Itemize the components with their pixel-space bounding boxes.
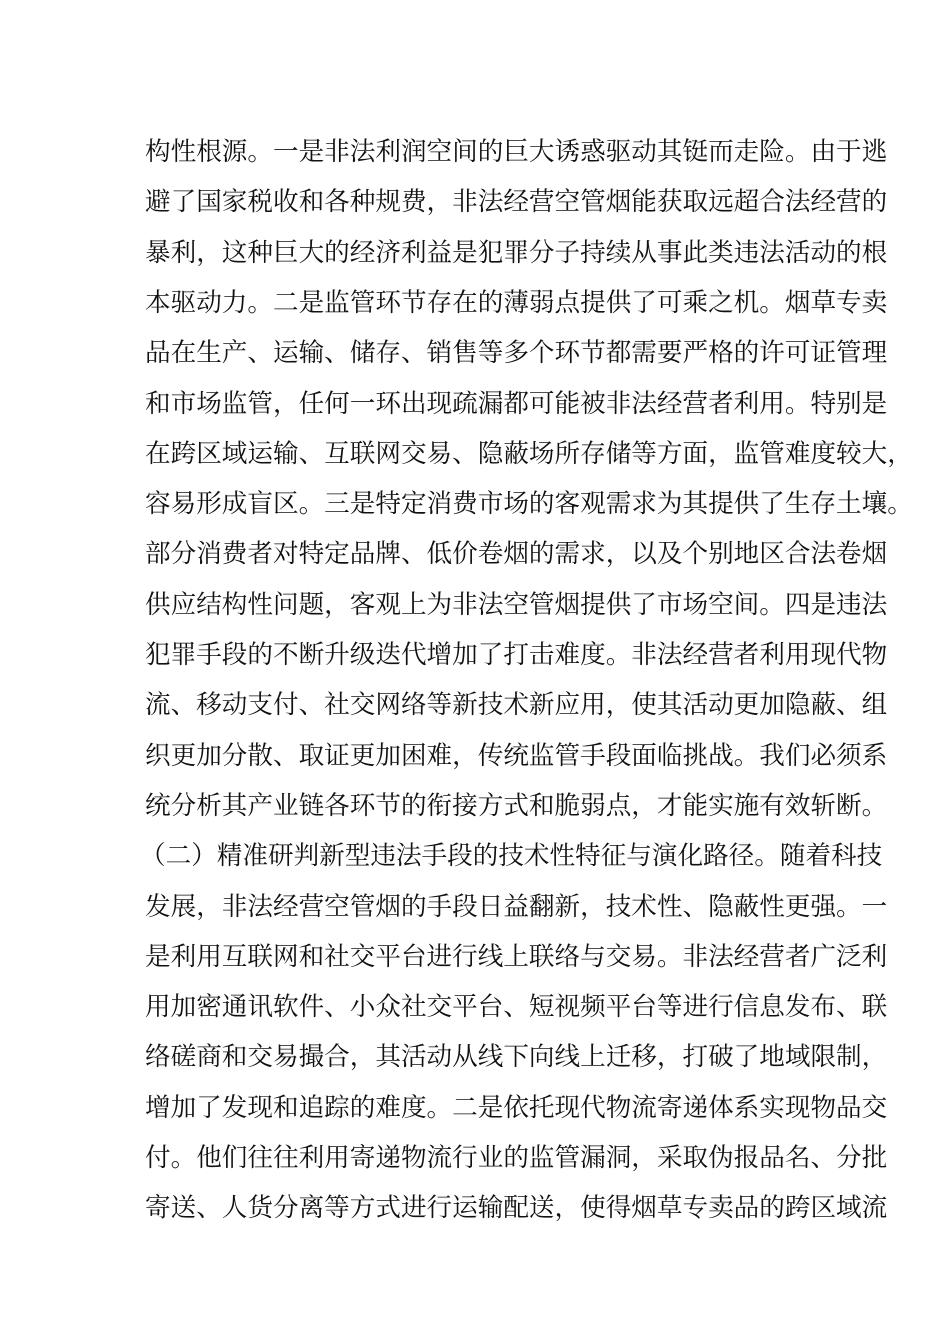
body-text-line: 流、移动支付、社交网络等新技术新应用，使其活动更加隐蔽、组 bbox=[145, 690, 888, 721]
body-text-line: 暴利，这种巨大的经济利益是犯罪分子持续从事此类违法活动的根 bbox=[145, 237, 888, 268]
body-text-line: 本驱动力。二是监管环节存在的薄弱点提供了可乘之机。烟草专卖 bbox=[145, 287, 888, 318]
body-text-line: 容易形成盲区。三是特定消费市场的客观需求为其提供了生存土壤。 bbox=[145, 489, 913, 520]
body-text-line: 避了国家税收和各种规费，非法经营空管烟能获取远超合法经营的 bbox=[145, 187, 888, 218]
body-text-line: 络磋商和交易撮合，其活动从线下向线上迁移，打破了地域限制， bbox=[145, 1042, 888, 1073]
body-text-line: 发展，非法经营空管烟的手段日益翻新，技术性、隐蔽性更强。一 bbox=[145, 891, 888, 922]
body-text-line: 统分析其产业链各环节的衔接方式和脆弱点，才能实施有效斩断。 bbox=[145, 790, 888, 821]
body-text-line: 构性根源。一是非法利润空间的巨大诱惑驱动其铤而走险。由于逃 bbox=[145, 137, 888, 167]
body-text-line: 在跨区域运输、互联网交易、隐蔽场所存储等方面，监管难度较大， bbox=[145, 438, 913, 469]
body-text-line: 增加了发现和追踪的难度。二是依托现代物流寄递体系实现物品交 bbox=[145, 1092, 888, 1123]
body-text-line: 织更加分散、取证更加困难，传统监管手段面临挑战。我们必须系 bbox=[145, 740, 888, 771]
body-text-line: 和市场监管，任何一环出现疏漏都可能被非法经营者利用。特别是 bbox=[145, 388, 888, 419]
body-text-line: 犯罪手段的不断升级迭代增加了打击难度。非法经营者利用现代物 bbox=[145, 640, 888, 670]
body-text-line: 部分消费者对特定品牌、低价卷烟的需求，以及个别地区合法卷烟 bbox=[145, 539, 888, 570]
body-text-line: 品在生产、运输、储存、销售等多个环节都需要严格的许可证管理 bbox=[145, 338, 888, 369]
body-text-line: 供应结构性问题，客观上为非法空管烟提供了市场空间。四是违法 bbox=[145, 589, 888, 620]
section-heading-line: （二）精准研判新型违法手段的技术性特征与演化路径。随着科技 bbox=[140, 841, 883, 872]
body-text-line: 是利用互联网和社交平台进行线上联络与交易。非法经营者广泛利 bbox=[145, 941, 888, 972]
body-text-line: 寄送、人货分离等方式进行运输配送，使得烟草专卖品的跨区域流 bbox=[145, 1193, 888, 1224]
body-text-line: 付。他们往往利用寄递物流行业的监管漏洞，采取伪报品名、分批 bbox=[145, 1143, 888, 1173]
body-text-line: 用加密通讯软件、小众社交平台、短视频平台等进行信息发布、联 bbox=[145, 992, 888, 1023]
